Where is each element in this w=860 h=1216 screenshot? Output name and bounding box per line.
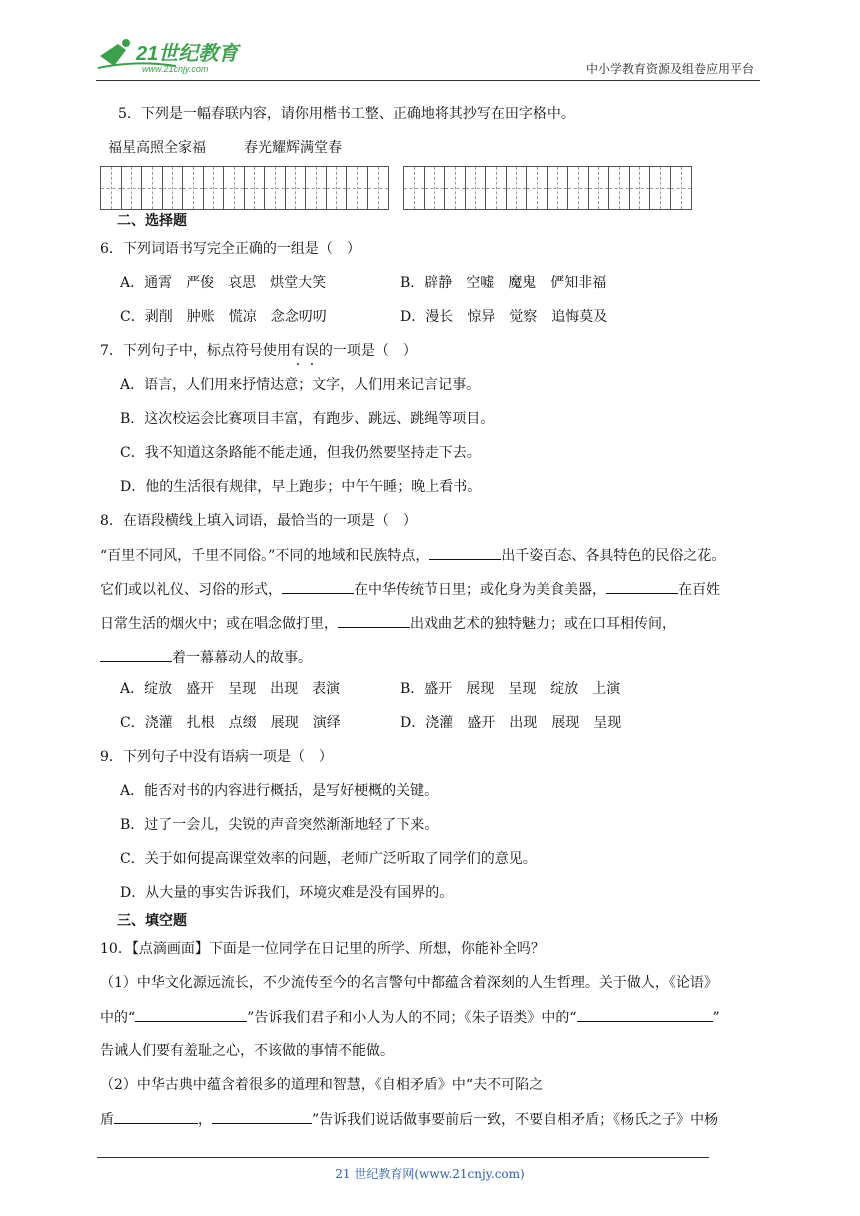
q8-passage-line1: “百里不同风，千里不同俗。”不同的地域和民族特点， 出千姿百态、各具特色的民俗之花。: [100, 545, 725, 566]
q7-option-c: C．我不知道这条路能不能走通，但我仍然要坚持走下去。: [120, 445, 481, 461]
q8-stem: 8．在语段横线上填入词语，最恰当的一项是（ ）: [100, 513, 417, 529]
q8-passage-line2: 它们或以礼仪、习俗的形式， 在中华传统节日里；或化身为美食美器， 在百姓: [100, 579, 720, 600]
q9-option-d: D．从大量的事实告诉我们，环境灾难是没有国界的。: [120, 885, 454, 901]
q9-stem: 9．下列句子中没有语病一项是（ ）: [100, 749, 333, 765]
tianzige-right: [403, 166, 692, 210]
q8-option-d: D．浇灌 盛开 出现 展现 呈现: [400, 715, 622, 731]
q8-passage-line4: 着一幕幕动人的故事。: [100, 647, 312, 668]
q9-option-a: A．能否对书的内容进行概括，是写好梗概的关键。: [120, 783, 439, 799]
q8-option-b: B．盛开 展现 呈现 绽放 上演: [400, 681, 621, 697]
q10-part1-line1: （1）中华文化源远流长，不少流传至今的名言警句中都蕴含着深刻的人生哲理。关于做人，《论语》: [100, 975, 718, 991]
q7-stem: 7．下列句子中，标点符号使用有误的一项是（ ）: [100, 343, 417, 359]
21cnjy-logo: [96, 36, 256, 76]
header-platform-name: 中小学教育资源及组卷应用平台: [585, 62, 754, 76]
q8-passage-line3: 日常生活的烟火中；或在唱念做打里， 出戏曲艺术的独特魅力；或在口耳相传间，: [100, 613, 676, 634]
q10-part2-line2: 盾 ， ”告诉我们说话做事要前后一致，不要自相矛盾；《杨氏之子》中杨: [100, 1109, 718, 1130]
section-choice-title: 二、选择题: [117, 213, 187, 229]
tianzige-left: [100, 166, 389, 210]
q8-option-c: C．浇灌 扎根 点缀 展现 演绎: [120, 715, 341, 731]
q10-part1-line3: 告诫人们要有羞耻之心，不该做的事情不能做。: [100, 1043, 394, 1059]
couplet-left: 福星高照全家福: [108, 140, 206, 156]
q6-option-a: A．通霄 严俊 哀思 烘堂大笑: [120, 275, 327, 291]
q10-stem: 10．【点滴画面】下面是一位同学在日记里的所学、所想，你能补全吗？: [100, 941, 545, 957]
q5-stem: 5．下列是一幅春联内容，请你用楷书工整、正确地将其抄写在田字格中。: [118, 106, 575, 122]
q7-option-d: D．他的生活很有规律，早上跑步；中午午睡；晚上看书。: [120, 479, 482, 495]
page-header: [96, 34, 760, 81]
q9-option-c: C．关于如何提高课堂效率的问题，老师广泛听取了同学们的意见。: [120, 851, 537, 867]
q7-option-a: A．语言，人们用来抒情达意；文字，人们用来记言记事。: [120, 377, 481, 393]
q6-option-d: D．漫长 惊异 觉察 追悔莫及: [400, 309, 608, 325]
footer-divider: [97, 1157, 709, 1158]
q6-option-b: B．辟静 空嘘 魔鬼 俨知非福: [400, 275, 607, 291]
svg-text:www.21cnjy.com: www.21cnjy.com: [142, 64, 209, 74]
q9-option-b: B．过了一会儿，尖锐的声音突然渐渐地轻了下来。: [120, 817, 439, 833]
footer-site[interactable]: 21 世纪教育网(www.21cnjy.com): [335, 1167, 525, 1181]
q8-option-a: A．绽放 盛开 呈现 出现 表演: [120, 681, 341, 697]
section-fill-title: 三、填空题: [117, 913, 187, 929]
couplet-right: 春光耀辉满堂春: [244, 140, 342, 156]
q6-option-c: C．剥削 肿账 慌凉 念念叨叨: [120, 309, 327, 325]
q10-part2-line1: （2）中华古典中蕴含着很多的道理和智慧，《自相矛盾》中“夫不可陷之: [100, 1077, 544, 1093]
svg-text:21世纪教育: 21世纪教育: [136, 43, 239, 65]
q7-option-b: B．这次校运会比赛项目丰富，有跑步、跳远、跳绳等项目。: [120, 411, 495, 427]
q6-stem: 6．下列词语书写完全正确的一组是（ ）: [100, 241, 361, 257]
q10-part1-line2: 中的“ ”告诉我们君子和小人为人的不同；《朱子语类》中的“ ”: [100, 1007, 720, 1028]
